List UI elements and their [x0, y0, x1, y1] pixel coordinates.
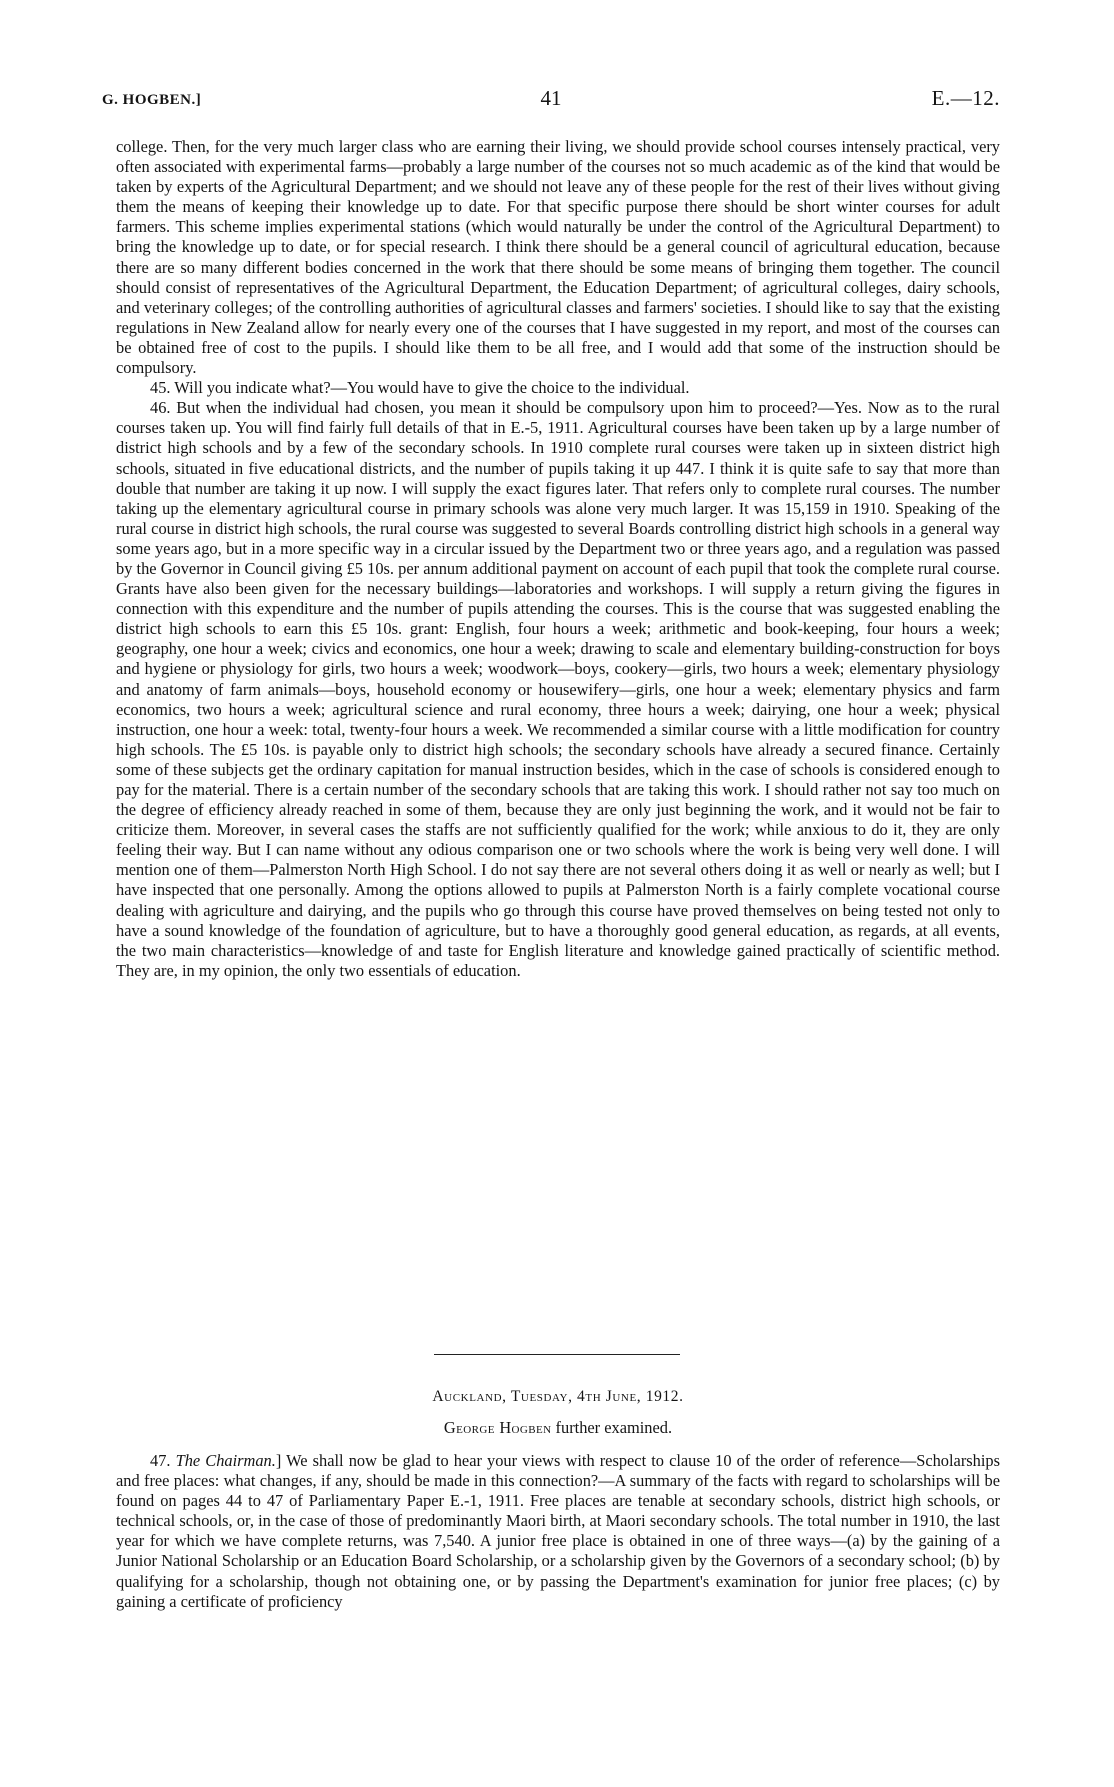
page-number: 41	[540, 86, 562, 110]
document-reference: E.—12.	[931, 86, 1000, 110]
evidence-text-block	[116, 137, 1000, 981]
session-heading: Auckland, Tuesday, 4th June, 1912.	[432, 1388, 684, 1405]
witness-line	[116, 1418, 1000, 1438]
question-text: ] We shall now be glad to hear your views with respect to clause 10 of the order of reference—Scholarships and free places: what changes, if any, should be made in this connection?—A summary of the facts with regard to scholarships will be found on pages 44 to 47 of Parliamentary Paper E.-1, 1911. Free places are tenable at secondary schools, district high schools, or technical schools, or, in the case of those of predominantly Maori birth, at Maori secondary schools. The total number in 1910, the last year for which we have complete returns, was 7,540. A junior free place is obtained in one of three ways—(a) by the gaining of a Junior National Scholarship or an Education Board Scholarship, or a scholarship given by the Governors of a secondary school; (b) by qualifying for a scholarship, though not obtaining one, or by passing the Department's examination for junior free places; (c) by gaining a certificate of proficiency	[116, 1451, 1000, 1611]
witness-name: George Hogben	[443, 1418, 552, 1437]
page-header	[102, 86, 1000, 116]
paragraph-continued: college. Then, for the very much larger class who are earning their living, we should provide school courses intensely practical, very often associated with experimental farms—probably a large number of the courses not so much academic as of the kind that would be taken by experts of the Agricultural Department; and we should not leave any of these people for the rest of their lives without giving them the means of keeping their knowledge up to date. For that specific purpose there should be short winter courses for adult farmers. This scheme implies experimental stations (which would naturally be under the control of the Agricultural Department) to bring the knowledge up to date, or for special research. I think there should be a general council of agricultural education, because there are so many different bodies concerned in the work that there should be some means of bringing them together. The council should consist of representatives of the Agricultural Department, the Education Department; of agricultural colleges, dairy schools, and veterinary colleges; of the controlling authorities of agricultural classes and farmers' societies. I should like to say that the existing regulations in New Zealand allow for nearly every one of the courses that I have suggested in my report, and most of the courses can be obtained free of cost to the pupils. I should like them to be all free, and I would add that some of the instruction should be compulsory.	[116, 137, 1000, 378]
paragraph-question-47	[116, 1451, 1000, 1612]
paragraph-question-46: 46. But when the individual had chosen, you mean it should be compulsory upon him to proceed?—Yes. Now as to the rural courses taken up. You will find fairly full details of that in E.-5, 1911. Agricultural courses have been taken up by a large number of district high schools and by a few of the secondary schools. In 1910 complete rural courses were taken up in sixteen district high schools, situated in five educational districts, and the number of pupils taking it up 447. I think it is quite safe to say that more than double that number are taking it up now. I will supply the exact figures later. That refers only to complete rural courses. The number taking up the elementary agricultural course in primary schools was alone very much larger. It was 15,159 in 1910. Speaking of the rural course in district high schools, the rural course was suggested to several Boards controlling district high schools in a general way some years ago, but in a more specific way in a circular issued by the Department two or three years ago, and a regulation was passed by the Governor in Council giving £5 10s. per annum additional payment on account of each pupil that took the complete rural course. Grants have also been given for the necessary buildings—laboratories and workshops. I will supply a return giving the figures in connection with this expenditure and the number of pupils attending the courses. This is the course that was suggested enabling the district high schools to earn this £5 10s. grant: English, four hours a week; arithmetic and book-keeping, four hours a week; geography, one hour a week; civics and economics, one hour a week; drawing to scale and elementary building-construction for boys and hygiene or physiology for girls, two hours a week; woodwork—boys, cookery—girls, two hours a week; elementary physiology and anatomy of farm animals—boys, household economy or housewifery—girls, one hour a week; elementary physics and farm economics, two hours a week; agricultural science and rural economy, three hours a week; dairying, one hour a week; physical instruction, one hour a week: total, twenty-four hours a week. We recommended a similar course with a little modification for country high schools. The £5 10s. is payable only to district high schools; the secondary schools have already a secured finance. Certainly some of these subjects get the ordinary capitation for manual instruction besides, which in the case of schools is considered enough to pay for the material. There is a certain number of the secondary schools that are taking this work. I should rather not say too much on the degree of efficiency already reached in some of them, because they are only just beginning the work, and it would not be fair to criticize them. Moreover, in several cases the staffs are not sufficiently qualified for the work; while anxious to do it, they are only feeling their way. But I can name without any odious comparison one or two schools where the work is being very well done. I will mention one of them—Palmerston North High School. I do not say there are not several others doing it as well or nearly as well; but I have inspected that one personally. Among the options allowed to pupils at Palmerston North is a fairly complete vocational course dealing with agriculture and dairying, and the pupils who go through this course have proved themselves on being tested not only to have a sound knowledge of the foundation of agriculture, but to have a thoroughly good general education, as regards, at all events, the two main characteristics—knowledge of and taste for English literature and knowledge gained practically of scientific method. They are, in my opinion, the only two essentials of education.	[116, 398, 1000, 980]
header-witness-name: G. HOGBEN.]	[102, 92, 202, 108]
evidence-text-block-2	[116, 1451, 1000, 1612]
section-divider	[434, 1354, 680, 1355]
witness-suffix: further examined.	[551, 1418, 673, 1437]
question-number: 47.	[150, 1451, 176, 1470]
speaker-name: The Chairman.	[175, 1451, 276, 1470]
paragraph-question-45: 45. Will you indicate what?—You would have to give the choice to the individual.	[150, 378, 690, 398]
